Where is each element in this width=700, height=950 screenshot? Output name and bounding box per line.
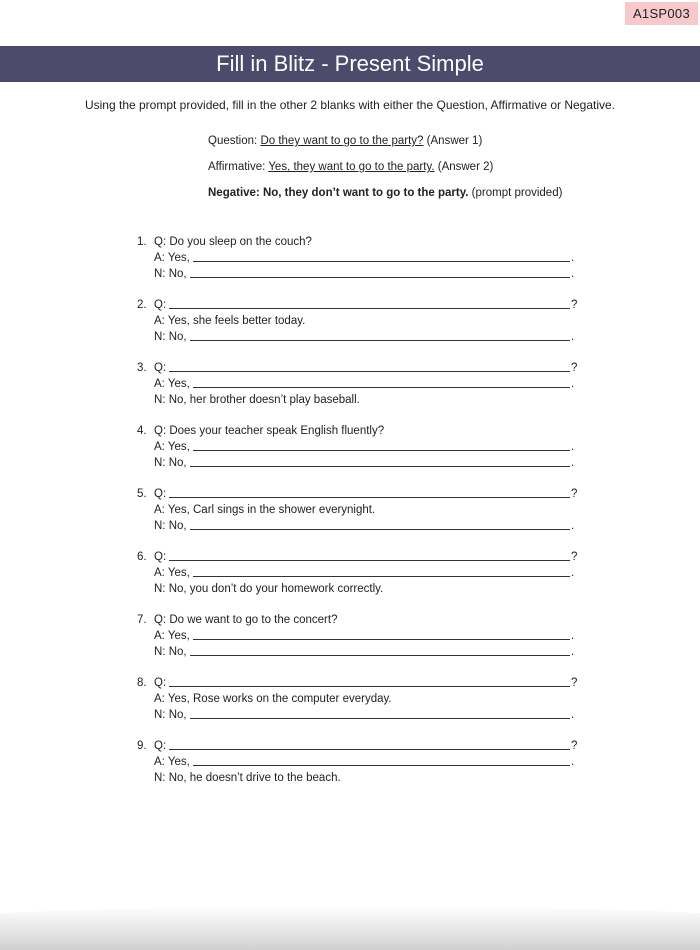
question-text: Q: (154, 299, 167, 311)
example-question-label: Question: (208, 135, 258, 147)
affirmative-text: A: Yes, (154, 252, 190, 264)
question-item (137, 232, 577, 280)
question-item (137, 547, 577, 595)
question-text: Q: (154, 740, 167, 752)
page-curl-decoration (0, 905, 700, 950)
affirmative-text: A: Yes, she feels better today. (154, 315, 306, 327)
negative-text: N: No, (154, 520, 187, 532)
negative-answer-blank[interactable] (190, 517, 570, 530)
question-item (137, 421, 577, 469)
example-affirmative-note: (Answer 2) (437, 161, 494, 173)
instructions: Using the prompt provided, fill in the other 2 blanks with either the Question, Affirmative or Negative. (84, 98, 616, 112)
line-end-punctuation: ? (571, 362, 578, 374)
affirmative-text: A: Yes, (154, 756, 190, 768)
question-text: Q: (154, 677, 167, 689)
question-number: 8. (137, 677, 147, 689)
question-answer-blank[interactable] (169, 359, 570, 372)
line-end-punctuation: . (571, 567, 575, 579)
affirmative-answer-blank[interactable] (193, 375, 570, 388)
negative-text: N: No, he doesn’t drive to the beach. (154, 772, 341, 784)
example-negative-text: Negative: No, they don’t want to go to the party. (208, 187, 469, 199)
example-question-note: (Answer 1) (426, 135, 483, 147)
affirmative-answer-blank[interactable] (193, 438, 570, 451)
page-title: Fill in Blitz - Present Simple (0, 46, 700, 82)
example-negative (208, 187, 562, 199)
question-item (137, 484, 577, 532)
affirmative-answer-blank[interactable] (193, 564, 570, 577)
example-affirmative-label: Affirmative: (208, 161, 266, 173)
question-answer-blank[interactable] (169, 548, 570, 561)
question-number: 1. (137, 236, 147, 248)
line-end-punctuation: . (571, 457, 575, 469)
question-answer-blank[interactable] (169, 296, 570, 309)
negative-text: N: No, you don’t do your homework correctly. (154, 583, 384, 595)
question-number: 7. (137, 614, 147, 626)
line-end-punctuation: ? (571, 740, 578, 752)
question-text: Q: Do we want to go to the concert? (154, 614, 338, 626)
negative-text: N: No, (154, 457, 187, 469)
line-end-punctuation: ? (571, 299, 578, 311)
question-list (137, 232, 577, 799)
question-number: 5. (137, 488, 147, 500)
affirmative-text: A: Yes, (154, 567, 190, 579)
negative-answer-blank[interactable] (190, 643, 570, 656)
question-number: 6. (137, 551, 147, 563)
affirmative-answer-blank[interactable] (193, 249, 570, 262)
line-end-punctuation: . (571, 756, 575, 768)
affirmative-text: A: Yes, (154, 441, 190, 453)
example-question-text: Do they want to go to the party? (260, 135, 424, 147)
affirmative-text: A: Yes, Rose works on the computer everyday. (154, 693, 392, 705)
negative-answer-blank[interactable] (190, 265, 570, 278)
affirmative-answer-blank[interactable] (193, 627, 570, 640)
question-text: Q: (154, 488, 167, 500)
negative-text: N: No, (154, 268, 187, 280)
question-item (137, 295, 577, 343)
question-item (137, 358, 577, 406)
affirmative-text: A: Yes, (154, 378, 190, 390)
question-answer-blank[interactable] (169, 737, 570, 750)
line-end-punctuation: . (571, 378, 575, 390)
example-affirmative (208, 161, 493, 173)
affirmative-answer-blank[interactable] (193, 753, 570, 766)
negative-text: N: No, (154, 646, 187, 658)
question-text: Q: (154, 551, 167, 563)
affirmative-text: A: Yes, Carl sings in the shower everynight. (154, 504, 376, 516)
example-negative-note: (prompt provided) (471, 187, 563, 199)
line-end-punctuation: ? (571, 551, 578, 563)
question-item (137, 736, 577, 784)
question-number: 2. (137, 299, 147, 311)
example-question (208, 135, 482, 147)
example-affirmative-text: Yes, they want to go to the party. (268, 161, 435, 173)
negative-answer-blank[interactable] (190, 706, 570, 719)
question-number: 4. (137, 425, 147, 437)
line-end-punctuation: . (571, 441, 575, 453)
question-text: Q: (154, 362, 167, 374)
question-item (137, 610, 577, 658)
line-end-punctuation: . (571, 252, 575, 264)
line-end-punctuation: . (571, 268, 575, 280)
question-text: Q: Do you sleep on the couch? (154, 236, 312, 248)
line-end-punctuation: . (571, 646, 575, 658)
line-end-punctuation: . (571, 630, 575, 642)
negative-text: N: No, (154, 709, 187, 721)
question-number: 9. (137, 740, 147, 752)
affirmative-text: A: Yes, (154, 630, 190, 642)
worksheet-code: A1SP003 (625, 2, 698, 25)
line-end-punctuation: . (571, 331, 575, 343)
question-item (137, 673, 577, 721)
question-answer-blank[interactable] (169, 674, 570, 687)
question-number: 3. (137, 362, 147, 374)
question-answer-blank[interactable] (169, 485, 570, 498)
line-end-punctuation: . (571, 709, 575, 721)
question-text: Q: Does your teacher speak English fluently? (154, 425, 385, 437)
line-end-punctuation: ? (571, 488, 578, 500)
negative-answer-blank[interactable] (190, 454, 570, 467)
negative-text: N: No, her brother doesn’t play baseball. (154, 394, 360, 406)
line-end-punctuation: . (571, 520, 575, 532)
negative-text: N: No, (154, 331, 187, 343)
negative-answer-blank[interactable] (190, 328, 570, 341)
line-end-punctuation: ? (571, 677, 578, 689)
